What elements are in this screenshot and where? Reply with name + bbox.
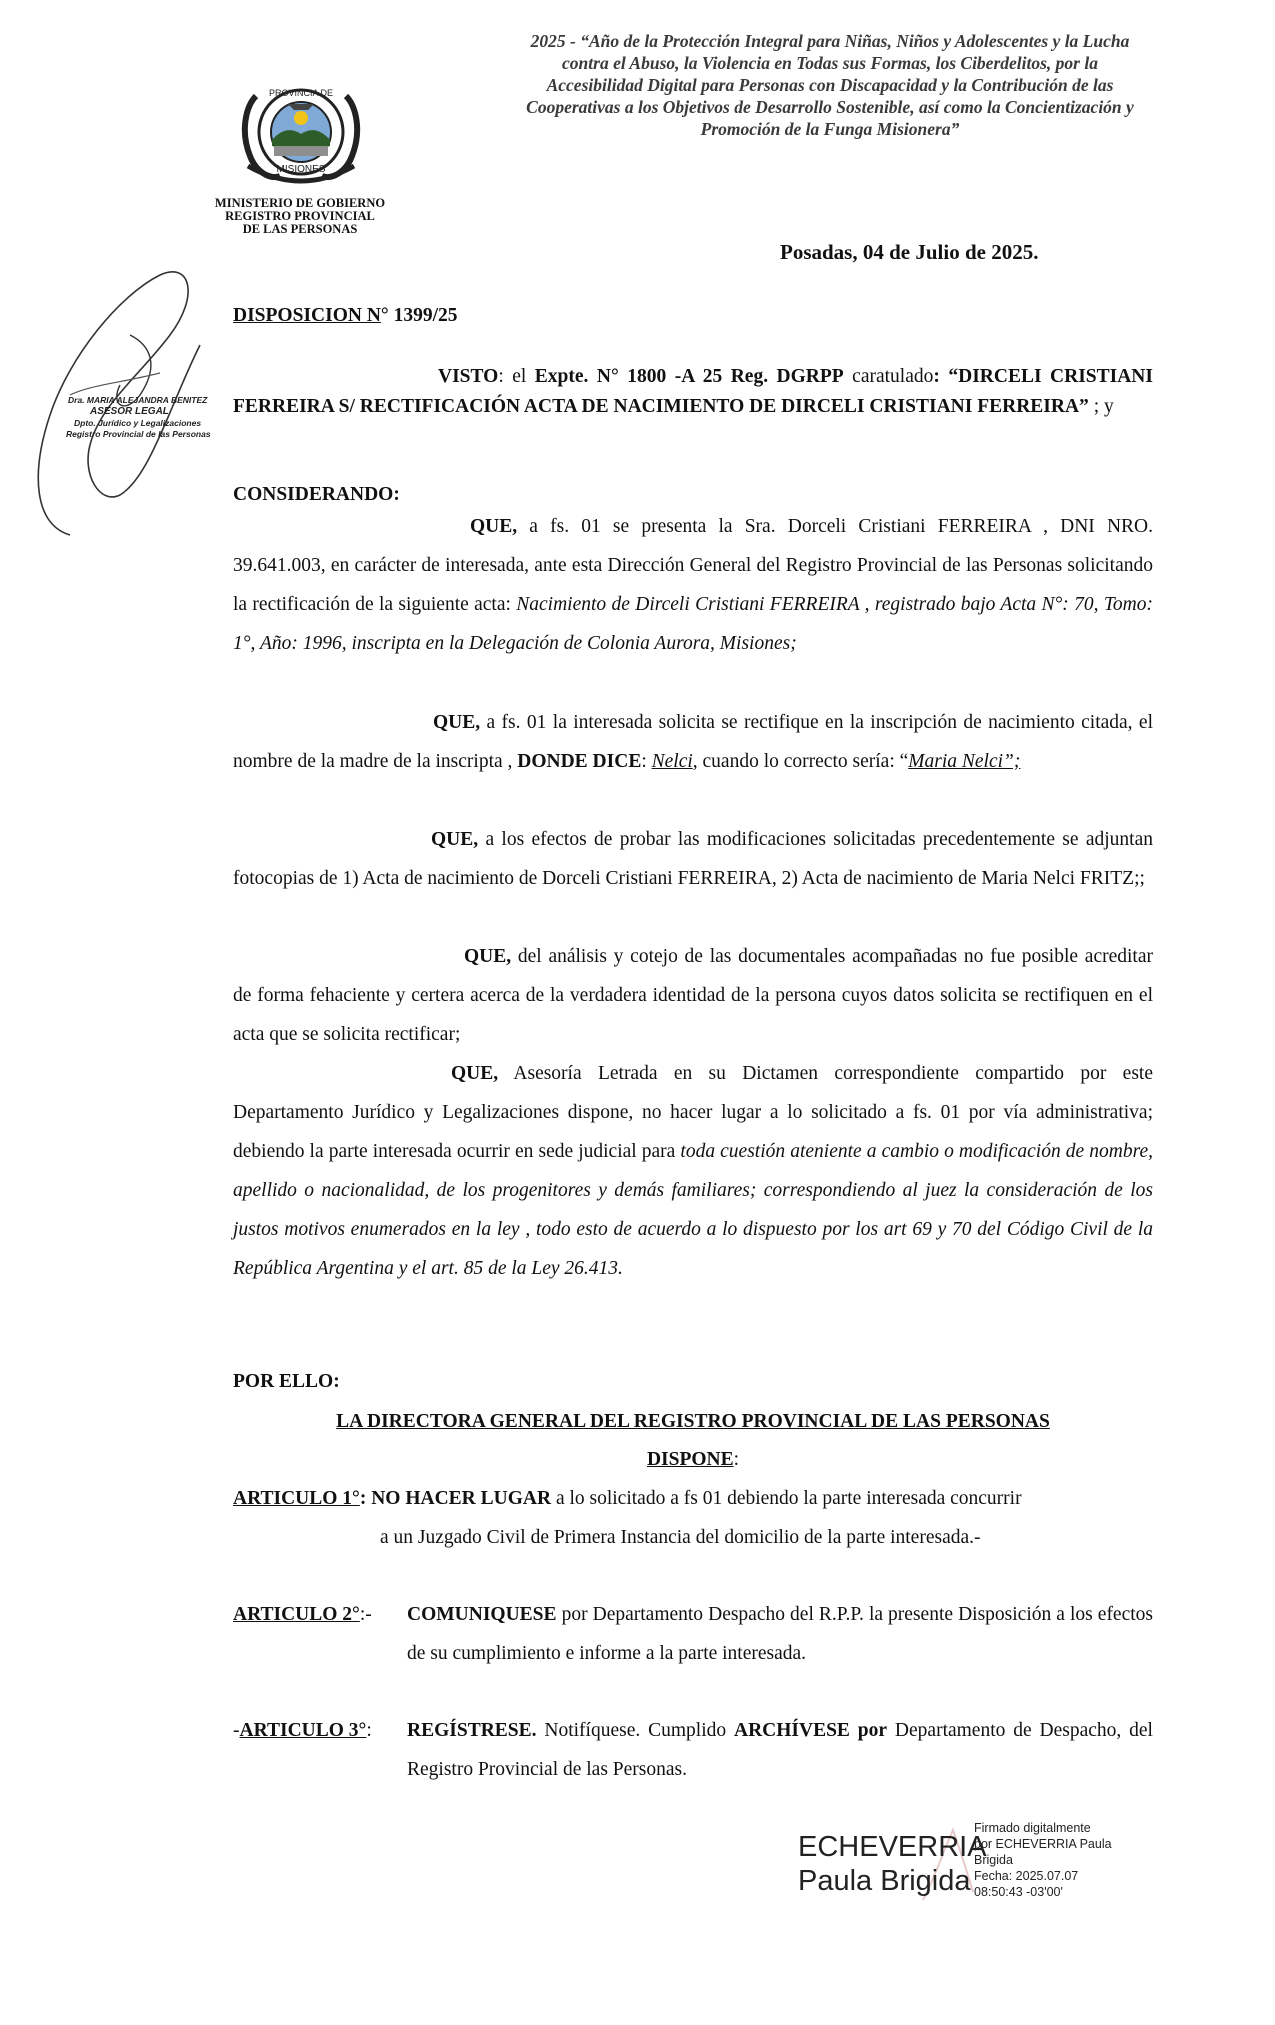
ministry-line-1: MINISTERIO DE GOBIERNO: [214, 196, 386, 210]
article-1: ARTICULO 1°: NO HACER LUGAR a lo solicitado a fs 01 debiendo la parte interesada concurrir: [233, 1488, 1022, 1509]
stamp-org: Registro Provincial de las Personas: [66, 429, 211, 439]
considerando-paragraph-5: QUE, Asesoría Letrada en su Dictamen correspondiente compartido por este Departamento Jurídico y Legalizaciones dispone, no hacer lugar a lo solicitado a fs. 01 por vía administrativa; debiendo la parte interesada ocurrir en sede judicial para toda cuestión ateniente a cambio o modificación de nombre, apellido o nacionalidad, de los progenitores y demás familiares; correspondiendo al juez la consideración de los justos motivos enumerados en la ley , todo esto de acuerdo a lo dispuesto por los art 69 y 70 del Código Civil de la República Argentina y el art. 85 de la Ley 26.413.: [233, 1063, 1153, 1279]
article-3-label: -ARTICULO 3°:: [233, 1720, 372, 1741]
considerando-heading: CONSIDERANDO:: [233, 484, 400, 505]
signature-details: Firmado digitalmente por ECHEVERRIA Paula Brigida Fecha: 2025.07.07 08:50:43 -03'00': [974, 1821, 1112, 1899]
dispone-label: DISPONE: [646, 1449, 734, 1470]
considerando-paragraph-4: QUE, del análisis y cotejo de las documentales acompañadas no fue posible acreditar de forma fehaciente y certera acerca de la verdadera identidad de la persona cuyos datos solicita se rectifiquen en el acta que se solicita rectificar;: [233, 946, 1153, 1045]
considerando-paragraph-1: QUE, a fs. 01 se presenta la Sra. Dorceli Cristiani FERREIRA , DNI NRO. 39.641.003, en carácter de interesada, ante esta Dirección General del Registro Provincial de las Personas solicitando la rectificación de la siguiente acta: Nacimiento de Dirceli Cristiani FERREIRA , registrado bajo Acta N°: 70, Tomo: 1°, Año: 1996, inscripta en la Delegación de Colonia Aurora, Misiones;: [233, 516, 1153, 654]
document-date: Posadas, 04 de Julio de 2025.: [780, 240, 1039, 264]
legal-advisor-signature: [10, 255, 225, 545]
svg-text:MISIONES: MISIONES: [276, 164, 326, 175]
ministry-line-2: REGISTRO PROVINCIAL: [225, 209, 375, 223]
province-seal-icon: [236, 76, 366, 194]
signer-name: [798, 1830, 987, 1898]
signer-surname: ECHEVERRIA: [798, 1831, 987, 1863]
signer-given-names: Paula Brigida: [798, 1865, 971, 1897]
considerando-paragraph-3: QUE, a los efectos de probar las modificaciones solicitadas precedentemente se adjuntan fotocopias de 1) Acta de nacimiento de Dorceli Cristiani FERREIRA, 2) Acta de nacimiento de Maria Nelci FRITZ;;: [233, 829, 1153, 889]
directora-heading: LA DIRECTORA GENERAL DEL REGISTRO PROVINCIAL DE LAS PERSONAS: [336, 1411, 1050, 1432]
disposition-number: [233, 305, 458, 327]
dispone-heading: DISPONE:: [646, 1449, 740, 1470]
disposition-label: DISPOSICION N: [233, 305, 381, 326]
stamp-name: Dra. MARIA ALEJANDRA BENITEZ: [68, 395, 208, 405]
digital-signature: [798, 1820, 1158, 1900]
disposition-value: ° 1399/25: [380, 305, 458, 326]
article-3-text: REGÍSTRESE. Notifíquese. Cumplido ARCHÍVESE por Departamento de Despacho, del Registro Provincial de las Personas.: [407, 1720, 1153, 1780]
ministry-line-3: DE LAS PERSONAS: [242, 222, 358, 236]
article-1-continuation: a un Juzgado Civil de Primera Instancia del domicilio de la parte interesada.-: [380, 1527, 981, 1548]
considerando-paragraph-2: QUE, a fs. 01 la interesada solicita se rectifique en la inscripción de nacimiento citada, el nombre de la madre de la inscripta , DONDE DICE: Nelci, cuando lo correcto sería: “Maria Nelci”;: [233, 712, 1153, 772]
year-motto: 2025 - “Año de la Protección Integral para Niñas, Niños y Adolescentes y la Lucha contra el Abuso, la Violencia en Todas sus Formas, los Ciberdelitos, por la Accesibilidad Digital para Personas con Discapacidad y la Contribución de las Cooperativas a los Objetivos de Desarrollo Sostenible, así como la Concientización y Promoción de la Funga Misionera”: [526, 31, 1134, 139]
stamp-dept: Dpto. Jurídico y Legalizaciones: [74, 418, 202, 428]
svg-text:PROVINCIA DE: PROVINCIA DE: [268, 88, 334, 98]
article-2-text: COMUNIQUESE por Departamento Despacho del R.P.P. la presente Disposición a los efectos de su cumplimiento e informe a la parte interesada.: [407, 1604, 1153, 1664]
article-2-label: ARTICULO 2°:-: [233, 1604, 372, 1625]
stamp-title: ASESOR LEGAL: [90, 406, 169, 417]
visto-paragraph: VISTO: el Expte. N° 1800 -A 25 Reg. DGRPP caratulado: “DIRCELI CRISTIANI FERREIRA S/ RECTIFICACIÓN ACTA DE NACIMIENTO DE DIRCELI CRISTIANI FERREIRA” ; y: [233, 366, 1153, 417]
por-ello-heading: POR ELLO:: [233, 1371, 340, 1392]
